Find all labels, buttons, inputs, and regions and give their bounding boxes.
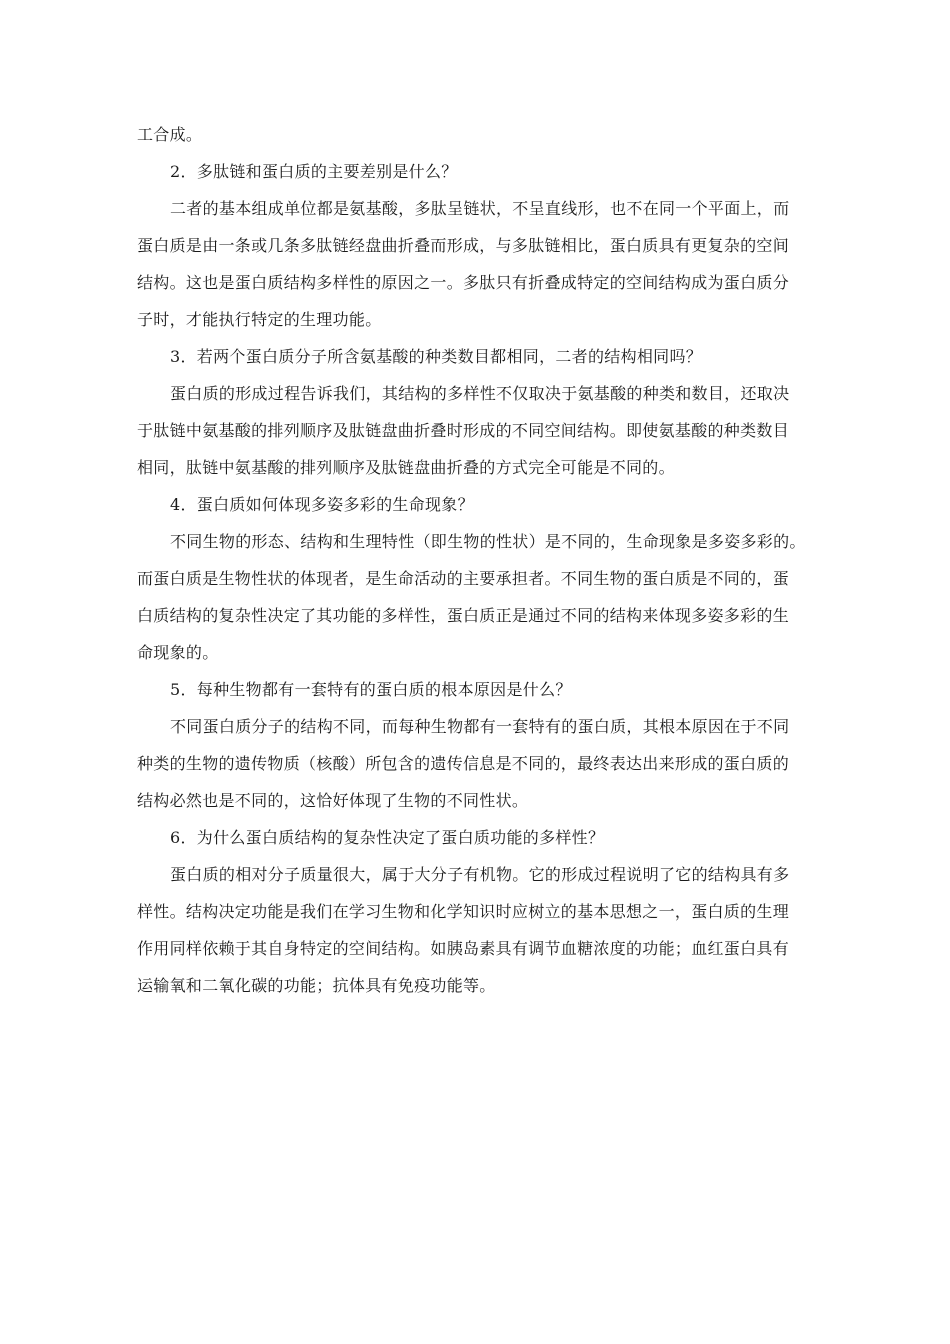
question-heading-3: 3．若两个蛋白质分子所含氨基酸的种类数目都相同，二者的结构相同吗？ (170, 347, 703, 366)
question-heading-4: 4．蛋白质如何体现多姿多彩的生命现象？ (170, 495, 474, 514)
answer-line: 二者的基本组成单位都是氨基酸，多肽呈链状，不呈直线形，也不在同一个平面上，而 (170, 199, 790, 218)
answer-line: 结构。这也是蛋白质结构多样性的原因之一。多肽只有折叠成特定的空间结构成为蛋白质分 (137, 273, 790, 292)
answer-line: 而蛋白质是生物性状的体现者，是生命活动的主要承担者。不同生物的蛋白质是不同的，蛋 (137, 569, 790, 588)
answer-line: 运输氧和二氧化碳的功能；抗体具有免疫功能等。 (137, 976, 496, 995)
answer-line: 样性。结构决定功能是我们在学习生物和化学知识时应树立的基本思想之一，蛋白质的生理 (137, 902, 790, 921)
text-line: 工合成。 (137, 125, 203, 144)
answer-line: 蛋白质的相对分子质量很大，属于大分子有机物。它的形成过程说明了它的结构具有多 (170, 865, 790, 884)
question-heading-2: 2．多肽链和蛋白质的主要差别是什么？ (170, 162, 458, 181)
answer-line: 蛋白质是由一条或几条多肽链经盘曲折叠而形成，与多肽链相比，蛋白质具有更复杂的空间 (137, 236, 790, 255)
question-heading-5: 5．每种生物都有一套特有的蛋白质的根本原因是什么？ (170, 680, 572, 699)
answer-line: 不同生物的形态、结构和生理特性（即生物的性状）是不同的，生命现象是多姿多彩的。 (170, 532, 806, 551)
answer-line: 种类的生物的遗传物质（核酸）所包含的遗传信息是不同的，最终表达出来形成的蛋白质的 (137, 754, 790, 773)
answer-line: 结构必然也是不同的，这恰好体现了生物的不同性状。 (137, 791, 529, 810)
question-heading-6: 6．为什么蛋白质结构的复杂性决定了蛋白质功能的多样性？ (170, 828, 605, 847)
answer-line: 相同，肽链中氨基酸的排列顺序及肽链盘曲折叠的方式完全可能是不同的。 (137, 458, 675, 477)
answer-line: 作用同样依赖于其自身特定的空间结构。如胰岛素具有调节血糖浓度的功能；血红蛋白具有 (137, 939, 790, 958)
answer-line: 不同蛋白质分子的结构不同，而每种生物都有一套特有的蛋白质，其根本原因在于不同 (170, 717, 790, 736)
answer-line: 命现象的。 (137, 643, 219, 662)
answer-line: 白质结构的复杂性决定了其功能的多样性，蛋白质正是通过不同的结构来体现多姿多彩的生 (137, 606, 790, 625)
answer-line: 于肽链中氨基酸的排列顺序及肽链盘曲折叠时形成的不同空间结构。即使氨基酸的种类数目 (137, 421, 790, 440)
answer-line: 子时，才能执行特定的生理功能。 (137, 310, 382, 329)
answer-line: 蛋白质的形成过程告诉我们，其结构的多样性不仅取决于氨基酸的种类和数目，还取决 (170, 384, 790, 403)
